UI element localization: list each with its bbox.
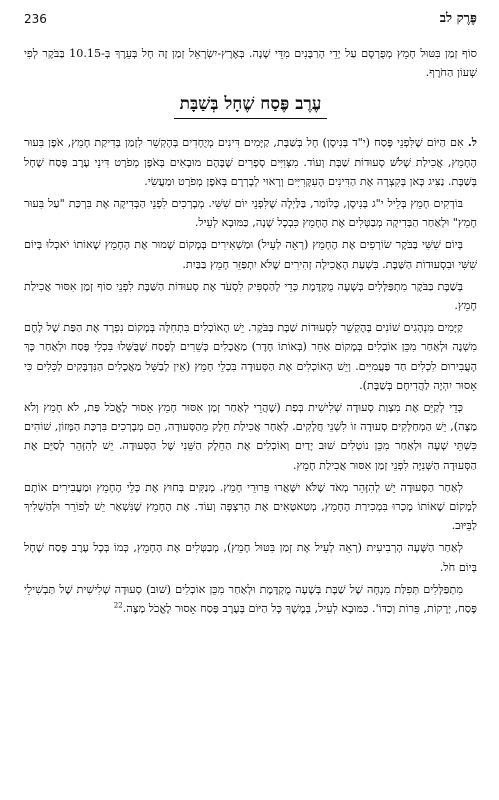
- paragraph: בְּיוֹם שִׁשִּׁי בַּבֹּקֶר שׂוֹרְפִים אֶת הֶחָמֵץ (רְאֵה לְעֵיל) וּמַשְׁאִירִים בְּמָקוֹם שָׁמוּר אֶת הֶחָמֵץ שֶׁאוֹתוֹ יֹאכְלוּ בְּיוֹם שִׁשִּׁי וּבִסְעוּדוֹת הַשַּׁבָּת. בִּשְׁעַת הָאֲכִילָה זְהִירִים שֶׁלֹּא יִתְפַּזֵּר חָמֵץ בַּבַּיִת.: [24, 238, 477, 271]
- paragraph-text: מִתְפַּלְּלִים תְּפִלַּת מִנְחָה שֶׁל שַׁבָּת בְּשָׁעָה מֻקְדֶּמֶת וּלְאַחַר מִכֵּן אוֹכְלִים (שׁוּב) סְעוּדָה שְׁלִישִׁית שֶׁל תַּבְשִׁילֵי פֶּסַח, יְרָקוֹת, פֵּרוֹת וְכַדּוֹ'. כַּמּוּבָא לְעֵיל, בְּמֶשֶׁךְ כָּל הַיּוֹם בְּעֶרֶב פֶּסַח אָסוּר לֶאֱכֹל מַצָּה.: [24, 582, 477, 616]
- paragraph-section-opening: [24, 133, 477, 191]
- paragraph-last: [24, 580, 477, 618]
- paragraph: כְּדֵי לְקַיֵּם אֶת מִצְוַת סְעוּדָה שְׁלִישִׁית בְּפַת (שֶׁהֲרֵי לְאַחַר זְמַן אִסּוּר חָמֵץ אָסוּר לֶאֱכֹל פַּת, לֹא חָמֵץ וְלֹא מַצָּה), יֵשׁ הַמְחַלְּקִים סְעוּדָה זוֹ לִשְׁנֵי חֲלָקִים. לְאַחַר אֲכִילַת חֵלֶק מֵהַסְּעוּדָה, הֵם מְבָרְכִים בִּרְכַּת הַמָּזוֹן, שׁוֹהִים כִּשְׁתֵּי שָׁעָה וּלְאַחַר מִכֵּן נוֹטְלִים שׁוּב יָדַיִם וְאוֹכְלִים אֶת הַחֵלֶק הַשֵּׁנִי שֶׁל הַסְּעוּדָה. יֵשׁ לְהִזָּהֵר לְסַיֵּם אֶת הַסְּעוּדָה הַשְּׁנִיָּה לִפְנֵי זְמַן אִסּוּר אֲכִילַת חָמֵץ.: [24, 401, 477, 472]
- paragraph: לְאַחַר הַשָּׁעָה הָרְבִיעִית (רְאֵה לְעֵיל אֶת זְמַן בִּטּוּל חָמֵץ), מְבַטְּלִים אֶת הֶחָמֵץ, כְּמוֹ בְּכָל עֶרֶב פֶּסַח שֶׁחָל בְּיוֹם חֹל.: [24, 541, 477, 574]
- paragraph: קַיָּמִים מִנְהָגִים שׁוֹנִים בְּהֶקְשֵׁר לִסְעוּדוֹת שַׁבָּת בַּבֹּקֶר. יֵשׁ הָאוֹכְלִים בִּתְחִלָּה בְּמָקוֹם נִפְרָד אֶת הַפַּת שֶׁל לֶחֶם מִשְׁנֶה וּלְאַחַר מִכֵּן אוֹכְלִים בְּמָקוֹם אַחֵר (בְּאוֹתוֹ חֶדֶר) מַאֲכָלִים כְּשֵׁרִים לְפֶסַח שֶׁבֻּשְּׁלוּ בִּכְלֵי פֶּסַח וּלְאַחַר כָּךְ הָעֲבִירוּם לִכְלִים חַד פַּעֲמִיִּים. וְיֵשׁ הָאוֹכְלִים אֶת הַסְּעוּדָה בִּכְלֵי חָמֵץ (אֵין לְבַשֵּׁל מַאֲכָלִים הַנִּדְבָּקִים לַכֵּלִים כִּי אָסוּר יִהְיֶה לַהֲדִיחָם בְּשַׁבָּת).: [24, 321, 477, 392]
- footnote-marker: 22: [113, 601, 123, 610]
- paragraph: בְּשַׁבָּת בַּבֹּקֶר מִתְפַּלְּלִים בְּשָׁעָה מֻקְדֶּמֶת כְּדֵי לְהַסְפִּיק לִסְעֹד אֶת סְעוּדוֹת הַשַּׁבָּת לִפְנֵי סוֹף זְמַן אִסּוּר אֲכִילַת חָמֵץ.: [24, 279, 477, 313]
- paragraph: לְאַחַר הַסְּעוּדָה יֵשׁ לְהִזָּהֵר מְאֹד שֶׁלֹּא יִשָּׁאֲרוּ פֵּרוּרֵי חָמֵץ. מְנַקִּים בְּחוּץ אֶת כְּלֵי הֶחָמֵץ וּמַעֲבִירִים אוֹתָם לְמָקוֹם שֶׁאוֹתוֹ מָכְרוּ בִּמְכִירַת הֶחָמֵץ, מְטַאטְאִים אֶת הָרִצְפָּה וְעוֹד. אֶת הֶחָמֵץ שֶׁנִּשְׁאַר יֵשׁ לְפוֹרֵר וּלְהַשְׁלִיךְ לַבֵּיּוּב.: [24, 480, 477, 533]
- section-title: עֶרֶב פֶּסַח שֶׁחָל בְּשַׁבָּת: [174, 92, 328, 119]
- page-body: [24, 44, 477, 621]
- section-title-wrap: [24, 92, 477, 119]
- page-header: [24, 8, 477, 30]
- intro-paragraph: סוֹף זְמַן בִּטּוּל חָמֵץ מְפֻרְסָם עַל יְדֵי הָרַבָּנִים מִדֵּי שָׁנָה. בְּאֶרֶץ-יִשְׂרָאֵל זְמַן זֶה חָל בְּעֵרֶךְ בְּ-10.15 בַּבֹּקֶר לְפִי שְׁעוֹן הַחֹרֶף.: [24, 47, 477, 80]
- page-number: 236: [24, 12, 47, 26]
- chapter-label: פֶּרֶק לב: [439, 11, 477, 26]
- paragraph: בּוֹדְקִים חָמֵץ בְּלֵיל י"ג בְּנִיסָן, כְּלוֹמַר, בַּלַּיְלָה שֶׁלִּפְנֵי יוֹם שִׁשִּׁי. מְבָרְכִים לִפְנֵי הַבְּדִיקָה אֶת בִּרְכַּת "עַל בִּעוּר חָמֵץ" וּלְאַחַר הַבְּדִיקָה מְבַטְּלִים אֶת הֶחָמֵץ כִּבְכָל שָׁנָה, כַּמּוּבָא לְעֵיל.: [24, 197, 477, 230]
- section-number: ל.: [467, 135, 477, 150]
- paragraph-text: אִם הַיּוֹם שֶׁלִּפְנֵי פֶּסַח (י"ד בְּנִיסָן) חָל בְּשַׁבָּת, קַיָּמִים דִּינִים מְיֻחָדִים בְּהֶקְשֵׁר לִזְמַן בְּדִיקַת חָמֵץ, אֹפֶן בִּעוּר הֶחָמֵץ, אֲכִילַת שָׁלֹשׁ סְעוּדוֹת שַׁבָּת וְעוֹד. מִצְּוִיִּים סְפָרִים שֶׁבָּהֶם מוּבָאִים בְּאֹפֶן מְפֹרָט דִּינֵי עֶרֶב פֶּסַח שֶׁחָל בְּשַׁבָּת. נַצִּיג כָּאן בְּקִצְרָה אֶת הַדִּינִים הָעִקָּרִיִּים וְרָאוּי לְבָרְרָם בְּאֹפֶן מְפֹרָט וּמַעֲשִׂי.: [24, 136, 477, 188]
